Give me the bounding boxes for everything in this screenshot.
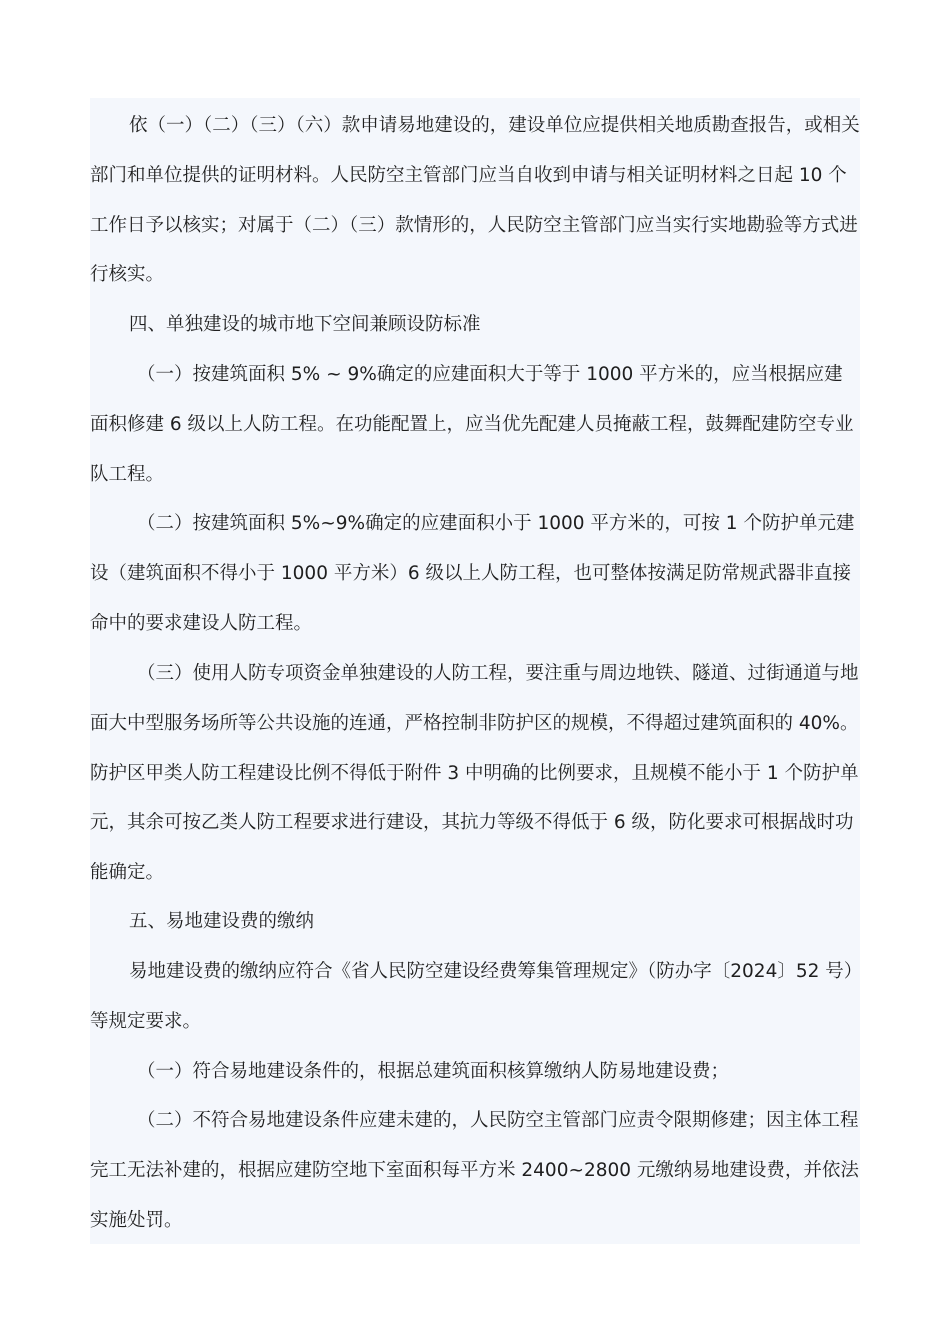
paragraph-4-2: （二）按建筑面积 5%~9%确定的应建面积小于 1000 平方米的，可按 1 个防护单元建设（建筑面积不得小于 1000 平方米）6 级以上人防工程，也可整体按满足防常规武器非直接命中的要求建设人防工程。 bbox=[90, 513, 855, 634]
section-heading-4: 四、单独建设的城市地下空间兼顾设防标准 bbox=[129, 314, 481, 335]
paragraph-4-3: （三）使用人防专项资金单独建设的人防工程，要注重与周边地铁、隧道、过街通道与地面大中型服务场所等公共设施的连通，严格控制非防护区的规模，不得超过建筑面积的 40%。防护区甲类人防工程建设比例不得低于附件 3 中明确的比例要求，且规模不能小于 1 个防护单元，其余可按乙类人防工程要求进行建设，其抗力等级不得低于 6 级，防化要求可根据战时功能确定。 bbox=[90, 663, 859, 884]
paragraph-site-change-verification: 依（一）（二）（三）（六）款申请易地建设的，建设单位应提供相关地质勘查报告，或相关部门和单位提供的证明材料。人民防空主管部门应当自收到申请与相关证明材料之日起 10 个工作日予以核实；对属于（二）（三）款情形的，人民防空主管部门应当实行实地勘验等方式进行核实。 bbox=[90, 115, 860, 286]
section-heading-5: 五、易地建设费的缴纳 bbox=[129, 911, 315, 932]
paragraph-5-intro: 易地建设费的缴纳应符合《省人民防空建设经费筹集管理规定》（防办字〔2024〕52 号）等规定要求。 bbox=[90, 961, 854, 1032]
paragraph-4-1: （一）按建筑面积 5% ~ 9%确定的应建面积大于等于 1000 平方米的，应当根据应建面积修建 6 级以上人防工程。在功能配置上，应当优先配建人员掩蔽工程，鼓舞配建防空专业队工程。 bbox=[90, 364, 854, 485]
paragraph-5-2: （二）不符合易地建设条件应建未建的，人民防空主管部门应责令限期修建；因主体工程完工无法补建的，根据应建防空地下室面积每平方米 2400~2800 元缴纳易地建设费，并依法实施处罚。 bbox=[90, 1110, 859, 1231]
paragraph-5-1: （一）符合易地建设条件的，根据总建筑面积核算缴纳人防易地建设费； bbox=[137, 1061, 730, 1082]
document-body bbox=[90, 98, 860, 1244]
